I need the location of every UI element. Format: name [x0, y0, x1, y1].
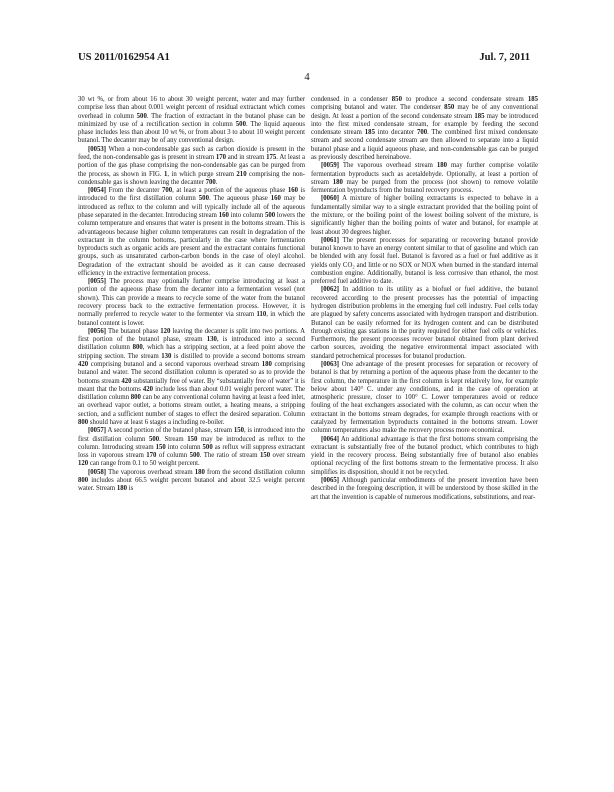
- paragraph-text: One advantage of the present processes for separation or recovery of butanol is that by returning a portion of the aqueous phase from the decanter to the first column, the temperature in the first column is kept relatively low, for example below about 140° C. under any conditions, and in the case of operation at atmospheric pressure, closer to 100° C. Lower temperatures avoid or reduce fouling of the heat exchangers associated with the column, as can occur when the extractant in the bottoms stream degrades, for example through reactions with or catalyzed by fermentation byproducts contained in the bottoms stream. Lower column temperatures also make the recovery process more economical.: [311, 361, 538, 435]
- publication-date: Jul. 7, 2011: [479, 52, 530, 63]
- paragraph-0060: [311, 195, 538, 236]
- paragraph-0061: [311, 237, 538, 287]
- paragraph-text: A mixture of higher boiling extractants is expected to behave in a fundamentally similar way to a single extractant provided that the boiling point of the mixture, or the boiling point of the lowest boiling solvent of the mixture, is significantly higher than the boiling points of water and butanol, for example at least about 30 degrees higher.: [311, 195, 538, 236]
- paragraph-text: Although particular embodiments of the present invention have been described in the foregoing description, it will be understood by those skilled in the art that the invention is capable of numerous modifications, substitutions, and rear-: [311, 476, 538, 501]
- paragraph-text: The vaporous overhead stream 180 may further comprise volatile fermentation byproducts such as acetaldehyde. Optionally, at least a portion of stream 180 may be purged from the process (not shown) to remove volatile fermentation byproducts from the butanol recovery process.: [311, 162, 538, 195]
- paragraph-continued: [311, 96, 538, 162]
- paragraph-0057: [78, 427, 305, 468]
- paragraph-number: [0056]: [88, 327, 107, 335]
- paragraph-continued: [78, 96, 305, 146]
- paragraph-number: [0058]: [88, 468, 107, 476]
- paragraph-text: The process may optionally further comprise introducing at least a portion of the aqueous phase from the decanter into a fermentation vessel (not shown). This can provide a means to recycle some of the water from the butanol recovery process back to the extractive fermentation process. However, it is normally preferred to recycle water to the fermenter via stream 110, in which the butanol content is lower.: [78, 278, 305, 327]
- paragraph-number: [0059]: [321, 162, 340, 170]
- paragraph-0054: [78, 187, 305, 278]
- paragraph-number: [0062]: [321, 286, 340, 294]
- paragraph-0058: [78, 469, 305, 494]
- paragraph-number: [0057]: [88, 427, 107, 435]
- paragraph-number: [0061]: [321, 236, 340, 244]
- right-column: [311, 96, 538, 502]
- paragraph-text: When a non-condensable gas such as carbon dioxide is present in the feed, the non-condensable gas is present in stream 170 and in stream 175. At least a portion of the gas phase comprising the non-condensable gas can be purged from the process, as shown in FIG. 1, in which purge stream 210 comprising the non-condensable gas is shown leaving the decanter 700.: [78, 145, 306, 186]
- paragraph-number: [0065]: [321, 476, 340, 484]
- page-number: 4: [304, 72, 310, 83]
- paragraph-0059: [311, 162, 538, 195]
- publication-number: US 2011/0162954 A1: [78, 52, 170, 63]
- paragraph-0055: [78, 278, 305, 328]
- paragraph-text: An additional advantage is that the first bottoms stream comprising the extractant is substantially free of the butanol product, which contributes to high yield in the recovery process. Being substantially free of butanol also enables optional recycling of the first bottoms stream to the fermentative process. It also simplifies its disposition, should it not be recycled.: [311, 435, 538, 476]
- paragraph-0053: [78, 146, 305, 187]
- paragraph-text: The present processes for separating or recovering butanol provide butanol known to have an energy content similar to that of gasoline and which can be blended with any fossil fuel. Butanol is favored as a fuel or fuel additive as it yields only CO₂ and little or no SOX or NOX when burned in the standard internal combustion engine. Additionally, butanol is less corrosive than ethanol, the most preferred fuel additive to date.: [311, 236, 538, 286]
- paragraph-number: [0053]: [88, 145, 107, 153]
- paragraph-number: [0064]: [321, 435, 340, 443]
- paragraph-0064: [311, 436, 538, 477]
- paragraph-text: 30 wt %, or from about 16 to about 30 weight percent, water and may further comprise less than about 0.001 weight percent of residual extractant which comes overhead in column 500. The fraction of extractant in the butanol phase can be minimized by use of a rectification section in column 500. The liquid aqueous phase includes less than about 10 wt %, or from about 3 to about 10 weight percent butanol. The decanter may be of any conventional design.: [78, 96, 306, 145]
- paragraph-text: condensed in a condenser 850 to produce a second condensate stream 185 comprising butanol and water. The condenser 850 may be of any conventional design. At least a portion of the second condensate stream 185 may be introduced into the first mixed condensate stream, for example by feeding the second condensate stream 185 into decanter 700. The combined first mixed condensate stream and second condensate stream are then allowed to separate into a liquid butanol phase and a liquid aqueous phase, and non-condensable gas can be purged as previously described hereinabove.: [311, 96, 538, 161]
- paragraph-0056: [78, 328, 305, 427]
- paragraph-number: [0060]: [321, 195, 340, 203]
- paragraph-text: In addition to its utility as a biofuel or fuel additive, the butanol recovered according to the present processes has the potential of impacting hydrogen distribution problems in the emerging fuel cell industry. Fuel cells today are plagued by safety concerns associated with hydrogen transport and distribution. Butanol can be easily reformed for its hydrogen content and can be distributed through existing gas stations in the purity required for either fuel cells or vehicles. Furthermore, the present processes recover butanol obtained from plant derived carbon sources, avoiding the negative environmental impact associated with standard petrochemical processes for butanol production.: [311, 286, 538, 360]
- paragraph-text: The vaporous overhead stream 180 from the second distillation column 800 includes about 66.5 weight percent butanol and about 32.5 weight percent water. Stream 180 is: [78, 468, 305, 493]
- paragraph-0063: [311, 361, 538, 436]
- paragraph-0065: [311, 477, 538, 502]
- page-header: [78, 52, 530, 66]
- paragraph-number: [0054]: [88, 187, 107, 195]
- paragraph-text: From the decanter 700, at least a portion of the aqueous phase 160 is introduced to the first distillation column 500. The aqueous phase 160 may be introduced as reflux to the column and will typically include all of the aqueous phase separated in the decanter. Introducing stream 160 into column 500 lowers the column temperature and ensures that water is present in the bottoms stream. This is advantageous because higher column temperatures can result in degradation of the extractant in the column bottoms, particularly in the case where fermentation byproducts such as organic acids are present and the extractant contains functional groups, such as unsaturated carbon-carbon bonds in the case of oleyl alcohol. Degradation of the extractant should be avoided as it can cause decreased efficiency in the extractive fermentation process.: [78, 187, 306, 277]
- paragraph-number: [0063]: [321, 361, 340, 368]
- paragraph-0062: [311, 286, 538, 361]
- paragraph-text: The butanol phase 120 leaving the decanter is split into two portions. A first portion of the butanol phase, stream 130, is introduced into a second distillation column 800, which has a stripping section, at a feed point above the stripping section. The stream 130 is distilled to provide a second bottoms stream 420 comprising butanol and a second vaporous overhead stream 180 comprising butanol and water. The second distillation column is operated so as to provide the bottoms stream 420 substantially free of water. By “substantially free of water” it is meant that the bottoms 420 include less than about 0.01 weight percent water. The distillation column 800 can be any conventional column having at least a feed inlet, an overhead vapor outlet, a bottoms stream outlet, a heating means, a stripping section, and a sufficient number of stages to effect the desired separation. Column 800 should have at least 6 stages a including re-boiler.: [78, 327, 305, 426]
- paragraph-number: [0055]: [88, 278, 107, 286]
- left-column: [78, 96, 305, 494]
- paragraph-text: A second portion of the butanol phase, stream 150, is introduced into the first distillation column 500. Stream 150 may be introduced as reflux to the column. Introducing stream 150 into column 500 as reflux will suppress extractant loss in vaporous stream 170 of column 500. The ratio of stream 150 over stream 120 can range from 0.1 to 50 weight percent.: [78, 427, 305, 468]
